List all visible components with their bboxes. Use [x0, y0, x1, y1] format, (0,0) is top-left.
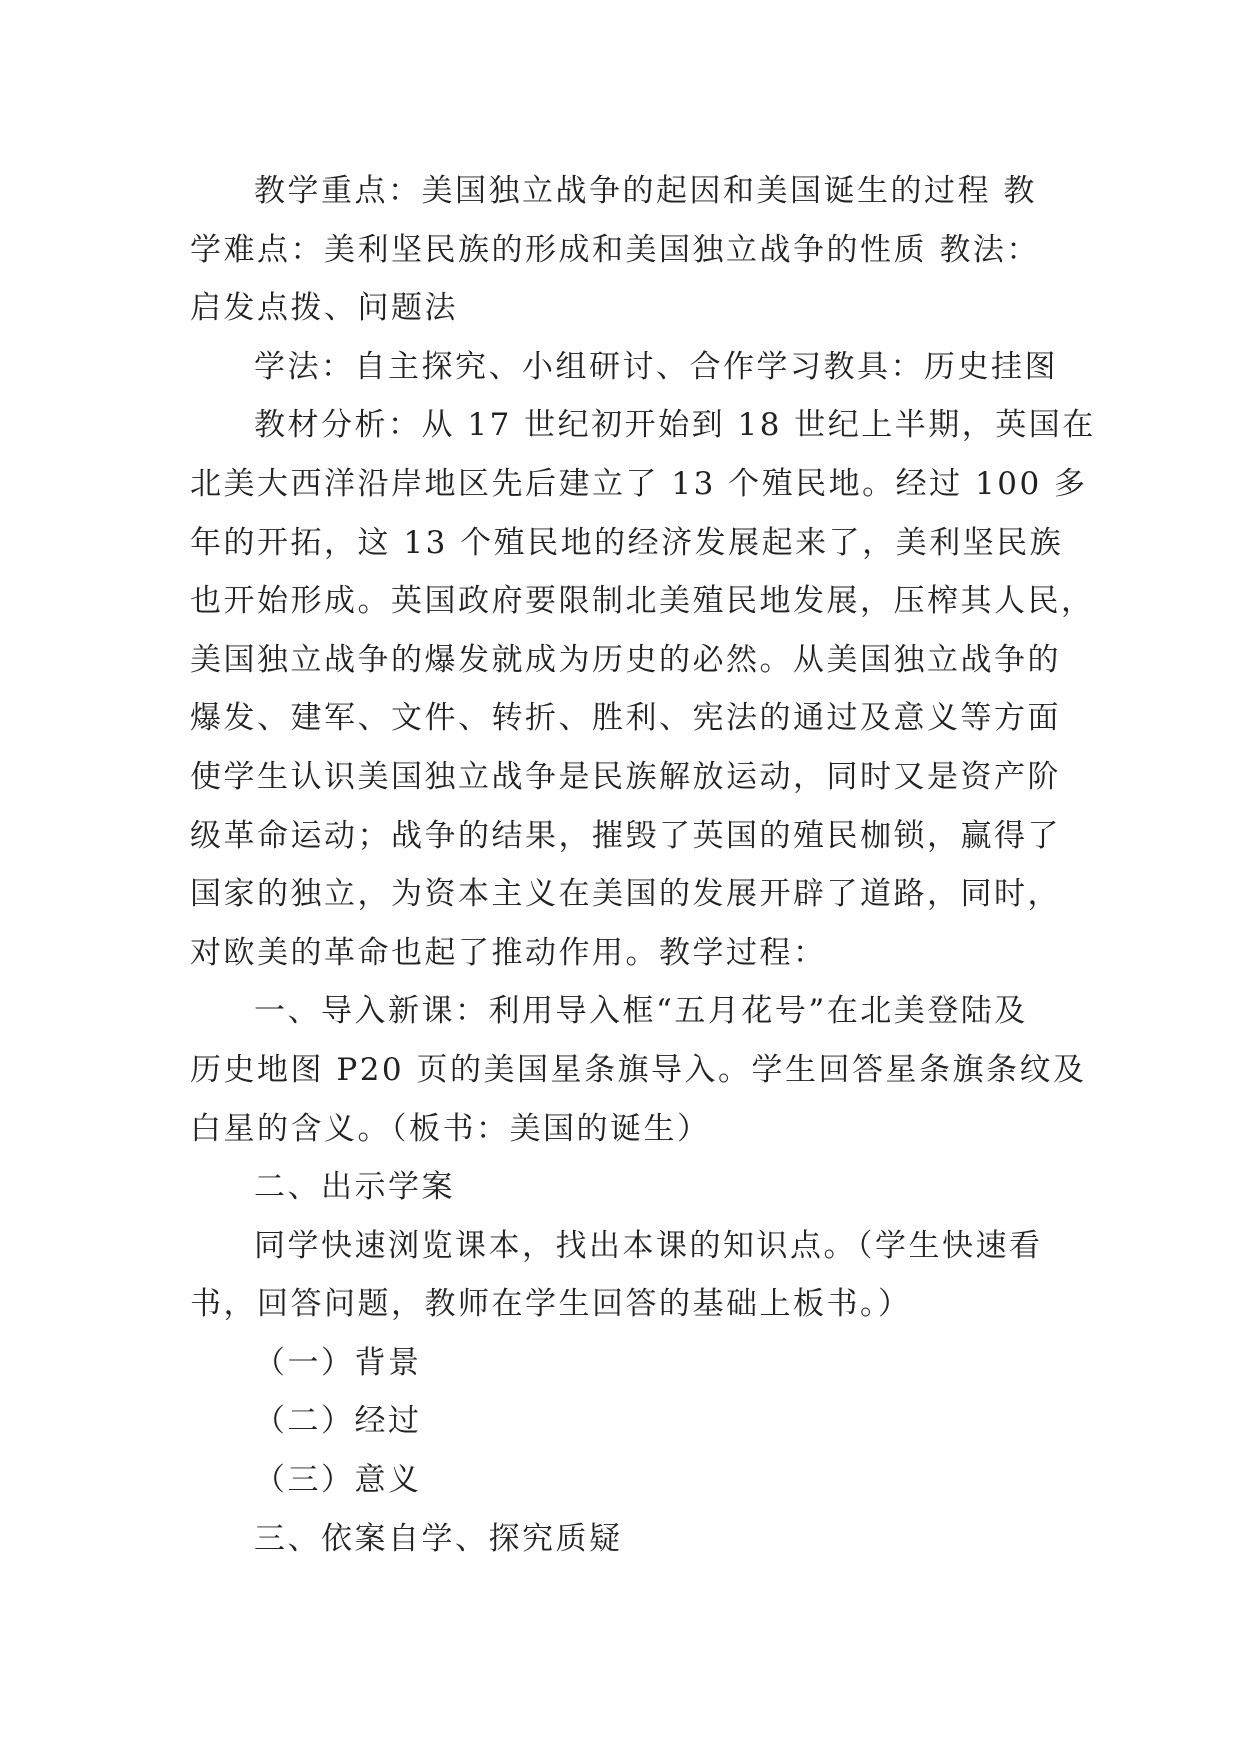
text-line: 级革命运动；战争的结果，摧毁了英国的殖民枷锁，赢得了 [190, 817, 1061, 854]
section-2-heading [190, 1158, 1060, 1217]
section-1-paragraph [190, 982, 1087, 1158]
text-line: 年的开拓，这 13 个殖民地的经济发展起来了，美利坚民族 [190, 524, 1064, 561]
methods-paragraph [190, 338, 1060, 397]
document-page [190, 162, 1096, 1568]
text-line: 一、导入新课：利用导入框“五月花号”在北美登陆及 [254, 993, 1028, 1030]
text-line: 学法：自主探究、小组研讨、合作学习教具：历史挂图 [254, 348, 1058, 385]
outline-item: （一）背景 [254, 1344, 422, 1381]
text-line: 学难点：美利坚民族的形成和美国独立战争的性质 教法： [190, 231, 1040, 268]
text-line: 三、依案自学、探究质疑 [254, 1520, 623, 1557]
outline-item: （二）经过 [254, 1403, 422, 1440]
section-2-paragraph [190, 1217, 1060, 1334]
text-line: 同学快速浏览课本，找出本课的知识点。（学生快速看 [254, 1227, 1043, 1264]
text-line: 使学生认识美国独立战争是民族解放运动，同时又是资产阶 [190, 758, 1061, 795]
text-line: 对欧美的革命也起了推动作用。教学过程： [190, 934, 827, 971]
text-line: 美国独立战争的爆发就成为历史的必然。从美国独立战争的 [190, 641, 1061, 678]
text-line: 书，回答问题，教师在学生回答的基础上板书。） [190, 1286, 912, 1323]
text-line: 二、出示学案 [254, 1169, 455, 1206]
text-line: 国家的独立，为资本主义在美国的发展开辟了道路，同时， [190, 876, 1061, 913]
text-line: 启发点拨、问题法 [190, 290, 458, 327]
teaching-focus-paragraph [190, 162, 1060, 338]
text-line: 教学重点：美国独立战争的起因和美国诞生的过程 教 [254, 173, 1037, 209]
text-line: 教材分析：从 17 世纪初开始到 18 世纪上半期，英国在 [254, 407, 1096, 444]
outline-item: （三）意义 [254, 1462, 422, 1499]
text-line: 爆发、建军、文件、转折、胜利、宪法的通过及意义等方面 [190, 700, 1061, 737]
analysis-paragraph [190, 396, 1096, 982]
section-3-heading [190, 1510, 1060, 1569]
text-line: 也开始形成。英国政府要限制北美殖民地发展，压榨其人民， [190, 583, 1095, 620]
text-line: 北美大西洋沿岸地区先后建立了 13 个殖民地。经过 100 多 [190, 465, 1088, 502]
text-line: 历史地图 P20 页的美国星条旗导入。学生回答星条旗条纹及 [190, 1051, 1087, 1088]
text-line: 白星的含义。（板书：美国的诞生） [190, 1110, 711, 1147]
